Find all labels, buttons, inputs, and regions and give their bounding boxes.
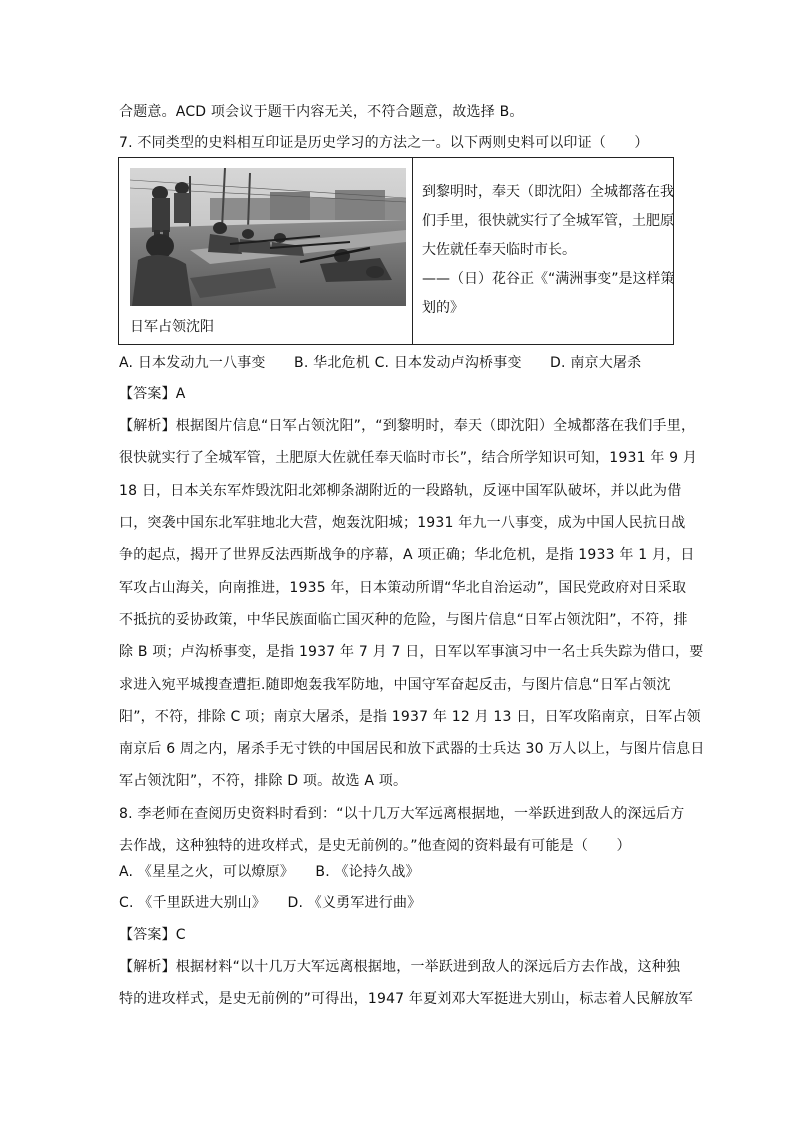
question-7-explanation-line: 18 日，日本关东军炸毁沈阳北郊柳条湖附近的一段路轨，反诬中国军队破坏，并以此为借 [119, 483, 682, 499]
question-7-options: A. 日本发动九一八事变 B. 华北危机 C. 日本发动卢沟桥事变 D. 南京大屠杀 [119, 355, 642, 371]
question-7-explanation-line: 军占领沈阳”，不符，排除 D 项。故选 A 项。 [119, 773, 408, 789]
table-divider [412, 158, 413, 344]
question-8-stem: 8. 李老师在查阅历史资料时看到：“以十几万大军远离根据地，一举跃进到敌人的深远后方 [119, 806, 685, 822]
source-line: 到黎明时，奉天（即沈阳）全城都落在我 [422, 184, 674, 200]
question-7-explanation-line: 不抵抗的妥协政策，中华民族面临亡国灭种的危险，与图片信息“日军占领沈阳”，不符，排 [119, 612, 688, 628]
source-line: 们手里，很快就实行了全城军管，土肥原 [422, 213, 674, 229]
question-7-explanation-line: 【解析】根据图片信息“日军占领沈阳”，“到黎明时，奉天（即沈阳）全城都落在我们手里， [119, 418, 696, 434]
question-7-explanation-line: 军攻占山海关，向南推进，1935 年，日本策动所谓“华北自治运动”，国民党政府对日采取 [119, 580, 687, 596]
question-8-explanation-line: 特的进攻样式，是史无前例的”可得出，1947 年夏刘邓大军挺进大别山，标志着人民解放军 [119, 991, 693, 1007]
source-line: 大佐就任奉天临时市长。 [422, 242, 576, 258]
prev-answer-tail: 合题意。ACD 项会议于题干内容无关，不符合题意，故选择 B。 [119, 104, 524, 120]
question-7-text-source [422, 178, 675, 323]
source-line: 划的》 [422, 300, 464, 316]
question-7-explanation-line: 除 B 项；卢沟桥事变，是指 1937 年 7 月 7 日，日军以军事演习中一名士兵失踪为借口，要 [119, 644, 704, 660]
question-7-explanation-line: 口，突袭中国东北军驻地北大营，炮轰沈阳城；1931 年九一八事变，成为中国人民抗日战 [119, 515, 686, 531]
question-8-options-ab: A. 《星星之火，可以燎原》 B. 《论持久战》 [119, 864, 420, 880]
question-7-explanation-line: 南京后 6 周之内，屠杀手无寸铁的中国居民和放下武器的士兵达 30 万人以上，与图片信息日 [119, 741, 705, 757]
question-7-source-table [118, 157, 674, 345]
question-7-explanation-line: 争的起点，揭开了世界反法西斯战争的序幕，A 项正确；华北危机，是指 1933 年 1 月，日 [119, 547, 695, 563]
question-7-explanation-line: 求进入宛平城搜查遭拒.随即炮轰我军防地，中国守军奋起反击，与图片信息“日军占领沈 [119, 677, 671, 693]
source-line: ——（日）花谷正《“满洲事变”是这样策 [422, 271, 675, 287]
question-8-stem: 去作战，这种独特的进攻样式，是史无前例的。”他查阅的资料最有可能是（ ） [119, 838, 631, 854]
question-7-explanation-line: 很快就实行了全城军管，土肥原大佐就任奉天临时市长”，结合所学知识可知，1931 年 9 月 [119, 450, 698, 466]
question-8-explanation-line: 【解析】根据材料“以十几万大军远离根据地，一举跃进到敌人的深远后方去作战，这种独 [119, 959, 681, 975]
question-8-answer: 【答案】C [119, 927, 186, 943]
question-7-stem: 7. 不同类型的史料相互印证是历史学习的方法之一。以下两则史料可以印证（ ） [119, 135, 649, 151]
question-8-options-cd: C. 《千里跃进大别山》 D. 《义勇军进行曲》 [119, 895, 422, 911]
question-7-answer: 【答案】A [119, 386, 186, 402]
question-7-explanation-line: 阳”，不符，排除 C 项；南京大屠杀，是指 1937 年 12 月 13 日，日军攻陷南京，日军占领 [119, 709, 701, 725]
photo-caption: 日军占领沈阳 [130, 319, 214, 335]
historical-photo-japanese-troops-shenyang [130, 168, 406, 306]
